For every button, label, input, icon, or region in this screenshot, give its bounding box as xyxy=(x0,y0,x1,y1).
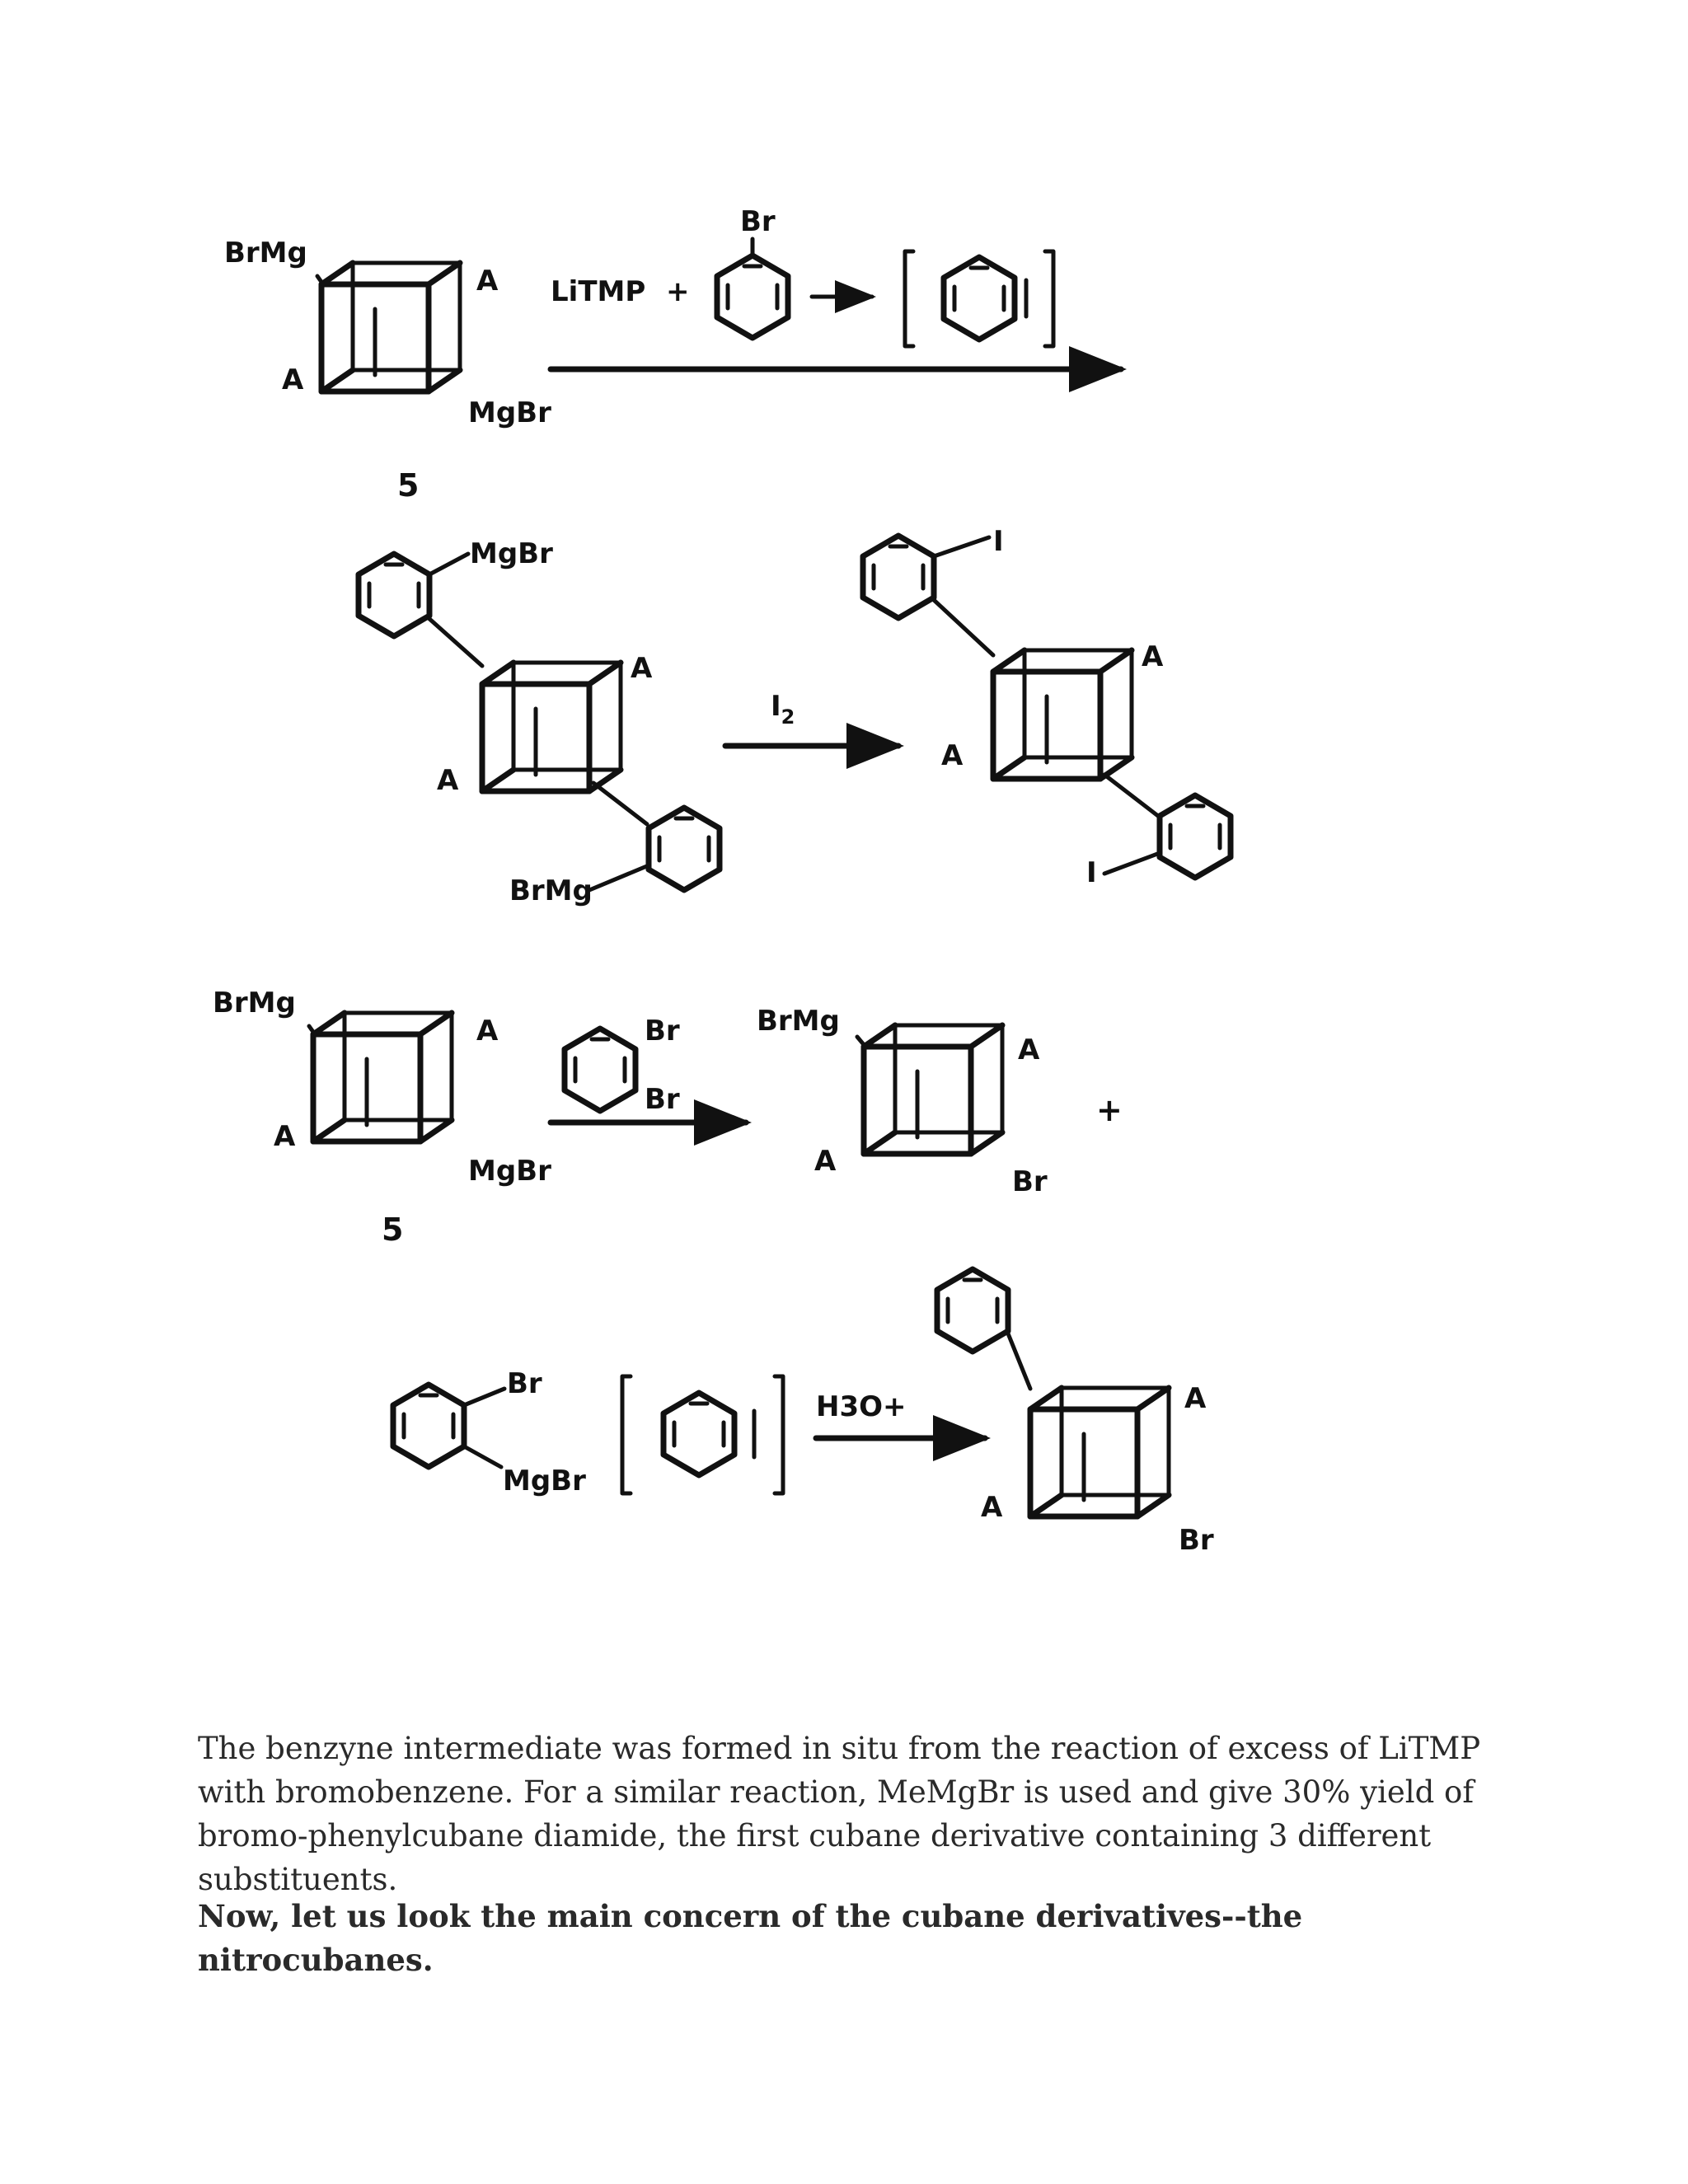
row3-prod-brmg: BrMg xyxy=(757,1005,840,1038)
row4-aryl-ring xyxy=(393,1385,464,1467)
row2-left-cube xyxy=(482,663,621,791)
row3-dibromo-br1: Br xyxy=(645,1015,680,1047)
row4-prod-a-left: A xyxy=(981,1491,1003,1524)
row3-a-left-label: A xyxy=(274,1120,296,1153)
row4-prod-a-right: A xyxy=(1184,1382,1207,1415)
row2-left-phenyl-bottom xyxy=(649,808,720,890)
benzyne-bracket xyxy=(905,251,1053,346)
dibromobenzene-ring xyxy=(565,1029,635,1111)
row3-product-cube xyxy=(864,1025,1002,1154)
row2-mgbr-label: MgBr xyxy=(470,537,553,570)
row2-reagent-i2: $I_2$ xyxy=(771,690,795,729)
body-paragraph: The benzyne intermediate was formed in situ from the reaction of excess of LiTMP with bromobenzene. For a similar reaction, MeMgBr is used and give 30% yield of bromo-phenylcubane diamide, the first cubane derivative containing 3 different substituents. xyxy=(198,1731,1481,1897)
row3-prod-a-right: A xyxy=(1018,1033,1040,1066)
row1-cube xyxy=(321,263,460,391)
row4-aryl-mgbr: MgBr xyxy=(503,1465,586,1497)
row2-prod-a-right: A xyxy=(1142,640,1164,673)
row2-a-right-label: A xyxy=(631,652,653,685)
row1-a-right-label: A xyxy=(476,265,499,298)
row4-reagent: H3O+ xyxy=(816,1390,907,1423)
row4-prod-br: Br xyxy=(1179,1524,1214,1557)
row1-brmg-label: BrMg xyxy=(224,237,307,269)
row2-iodo-bottom: I xyxy=(1086,856,1097,889)
row3-prod-a-left: A xyxy=(814,1145,837,1178)
bold-paragraph: Now, let us look the main concern of the cubane derivatives--the nitrocubanes. xyxy=(198,1898,1303,1978)
row2-right-phenyl-top xyxy=(863,536,934,618)
row2-brmg-label: BrMg xyxy=(509,874,593,907)
row2-left-phenyl-top xyxy=(359,554,429,636)
row1-bromobenzene-br: Br xyxy=(740,205,776,238)
bromobenzene-ring xyxy=(717,255,788,338)
row3-a-right-label: A xyxy=(476,1015,499,1047)
row3-dibromo-br2: Br xyxy=(645,1083,680,1116)
row4-aryl-br: Br xyxy=(507,1367,542,1400)
row2-right-phenyl-bottom xyxy=(1160,795,1231,878)
row4-benzyne-bracket xyxy=(622,1376,783,1493)
row3-brmg-label: BrMg xyxy=(213,987,296,1019)
row3-mgbr-label: MgBr xyxy=(468,1155,551,1188)
row1-a-left-label: A xyxy=(282,363,304,396)
row3-plus: + xyxy=(1096,1092,1123,1128)
row1-mgbr-label: MgBr xyxy=(468,396,551,429)
row1-plus: + xyxy=(666,275,690,308)
row3-cube xyxy=(313,1013,452,1141)
row1-compound-number: 5 xyxy=(397,467,420,504)
row1-litmp-label: LiTMP xyxy=(551,275,646,308)
row4-phenyl xyxy=(937,1269,1008,1352)
row2-iodo-top: I xyxy=(993,525,1004,558)
row3-compound-number: 5 xyxy=(382,1212,404,1248)
row3-prod-br: Br xyxy=(1012,1165,1048,1198)
row2-prod-a-left: A xyxy=(941,739,964,772)
row4-product-cube xyxy=(1030,1388,1169,1516)
row2-right-cube xyxy=(993,650,1132,779)
row2-a-left-label: A xyxy=(437,764,459,797)
